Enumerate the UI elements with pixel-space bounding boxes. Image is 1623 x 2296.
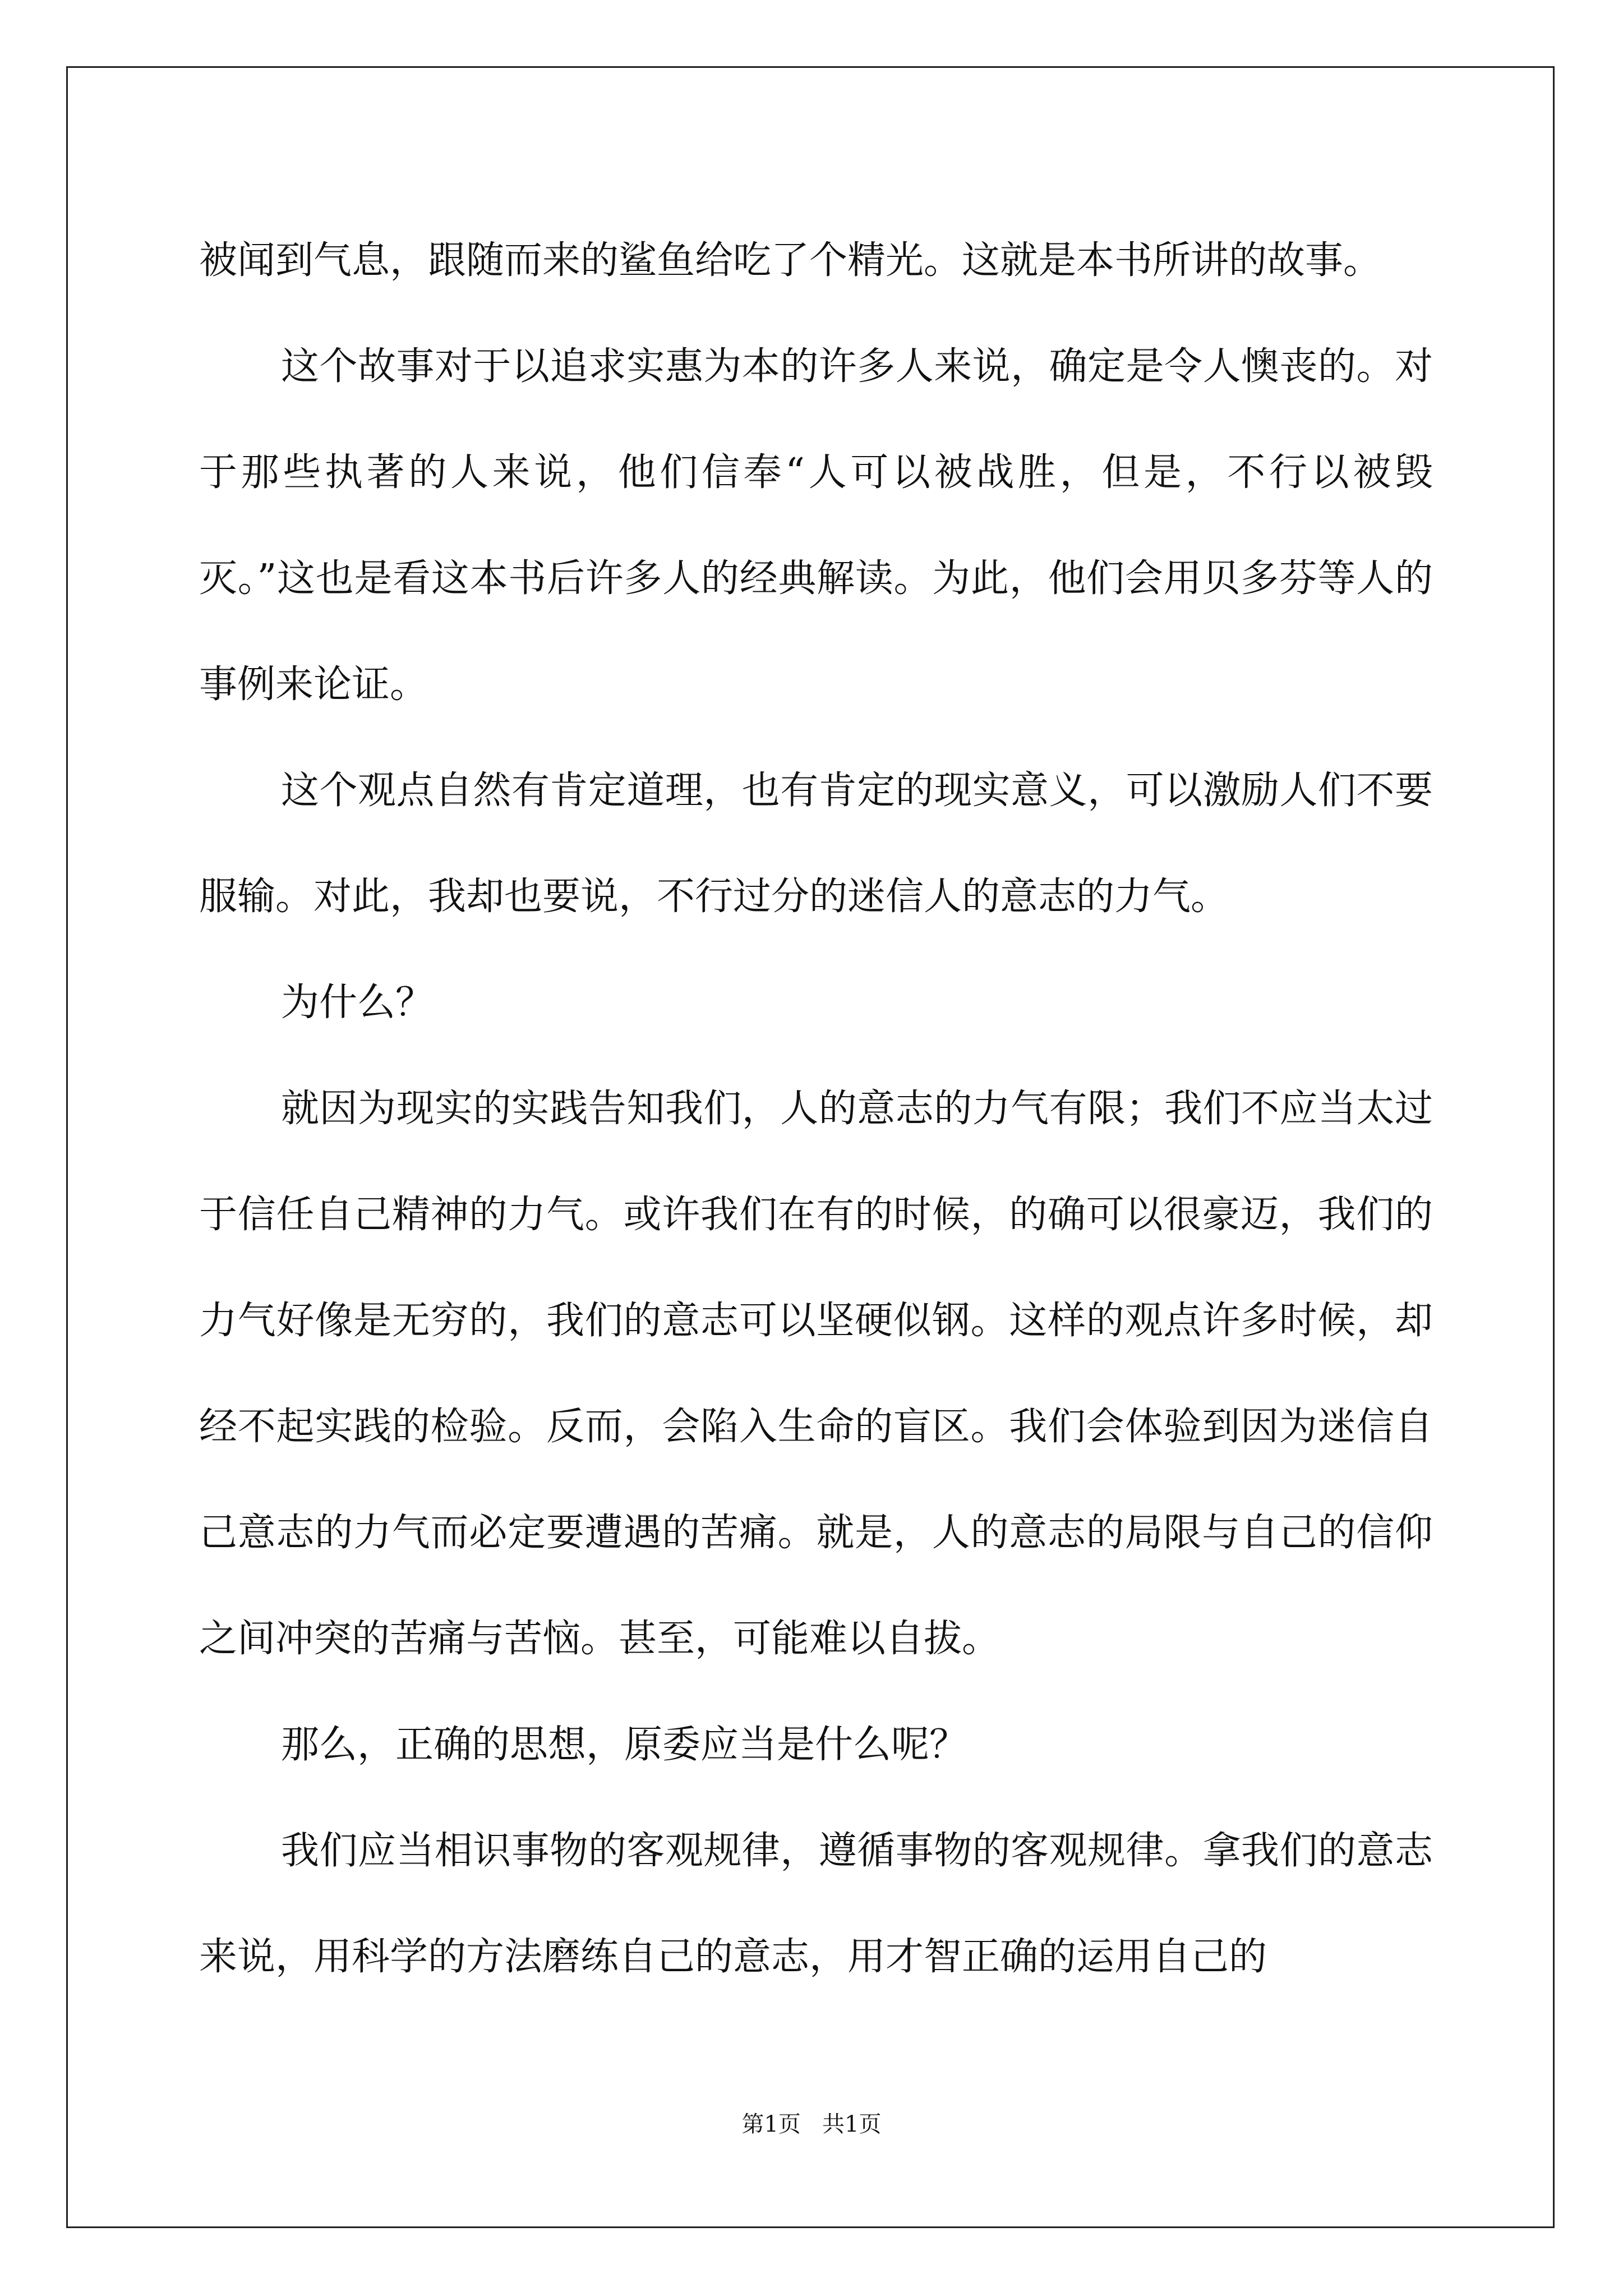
paragraph: 我们应当相识事物的客观规律，遵循事物的客观规律。拿我们的意志来说，用科学的方法磨练自己的意志，用才智正确的运用自己的 (199, 1829, 1433, 1979)
document-body (199, 208, 1433, 2010)
paragraph: 被闻到气息，跟随而来的鲨鱼给吃了个精光。这就是本书所讲的故事。 (199, 238, 1382, 283)
page-footer: 第1页 共1页 (741, 2111, 882, 2137)
paragraph: 就因为现实的实践告知我们，人的意志的力气有限；我们不应当太过于信任自己精神的力气。或许我们在有的时候，的确可以很豪迈，我们的力气好像是无穷的，我们的意志可以坚硬似钢。这样的观点许多时候，却经不起实践的检验。反而，会陷入生命的盲区。我们会体验到因为迷信自己意志的力气而必定要遭遇的苦痛。就是，人的意志的局限与自己的信仰之间冲突的苦痛与苦恼。甚至，可能难以自拔。 (199, 1087, 1433, 1661)
paragraph: 那么，正确的思想，原委应当是什么呢？ (281, 1723, 968, 1767)
paragraph: 这个故事对于以追求实惠为本的许多人来说，确定是令人懊丧的。对于那些执著的人来说，他们信奉“人可以被战胜，但是，不行以被毁灭。”这也是看这本书后许多人的经典解读。为此，他们会用贝多芬等人的事例来论证。 (199, 344, 1433, 707)
paragraph: 为什么？ (281, 981, 434, 1025)
paragraph: 这个观点自然有肯定道理，也有肯定的现实意义，可以激励人们不要服输。对此，我却也要说，不行过分的迷信人的意志的力气。 (199, 769, 1433, 919)
